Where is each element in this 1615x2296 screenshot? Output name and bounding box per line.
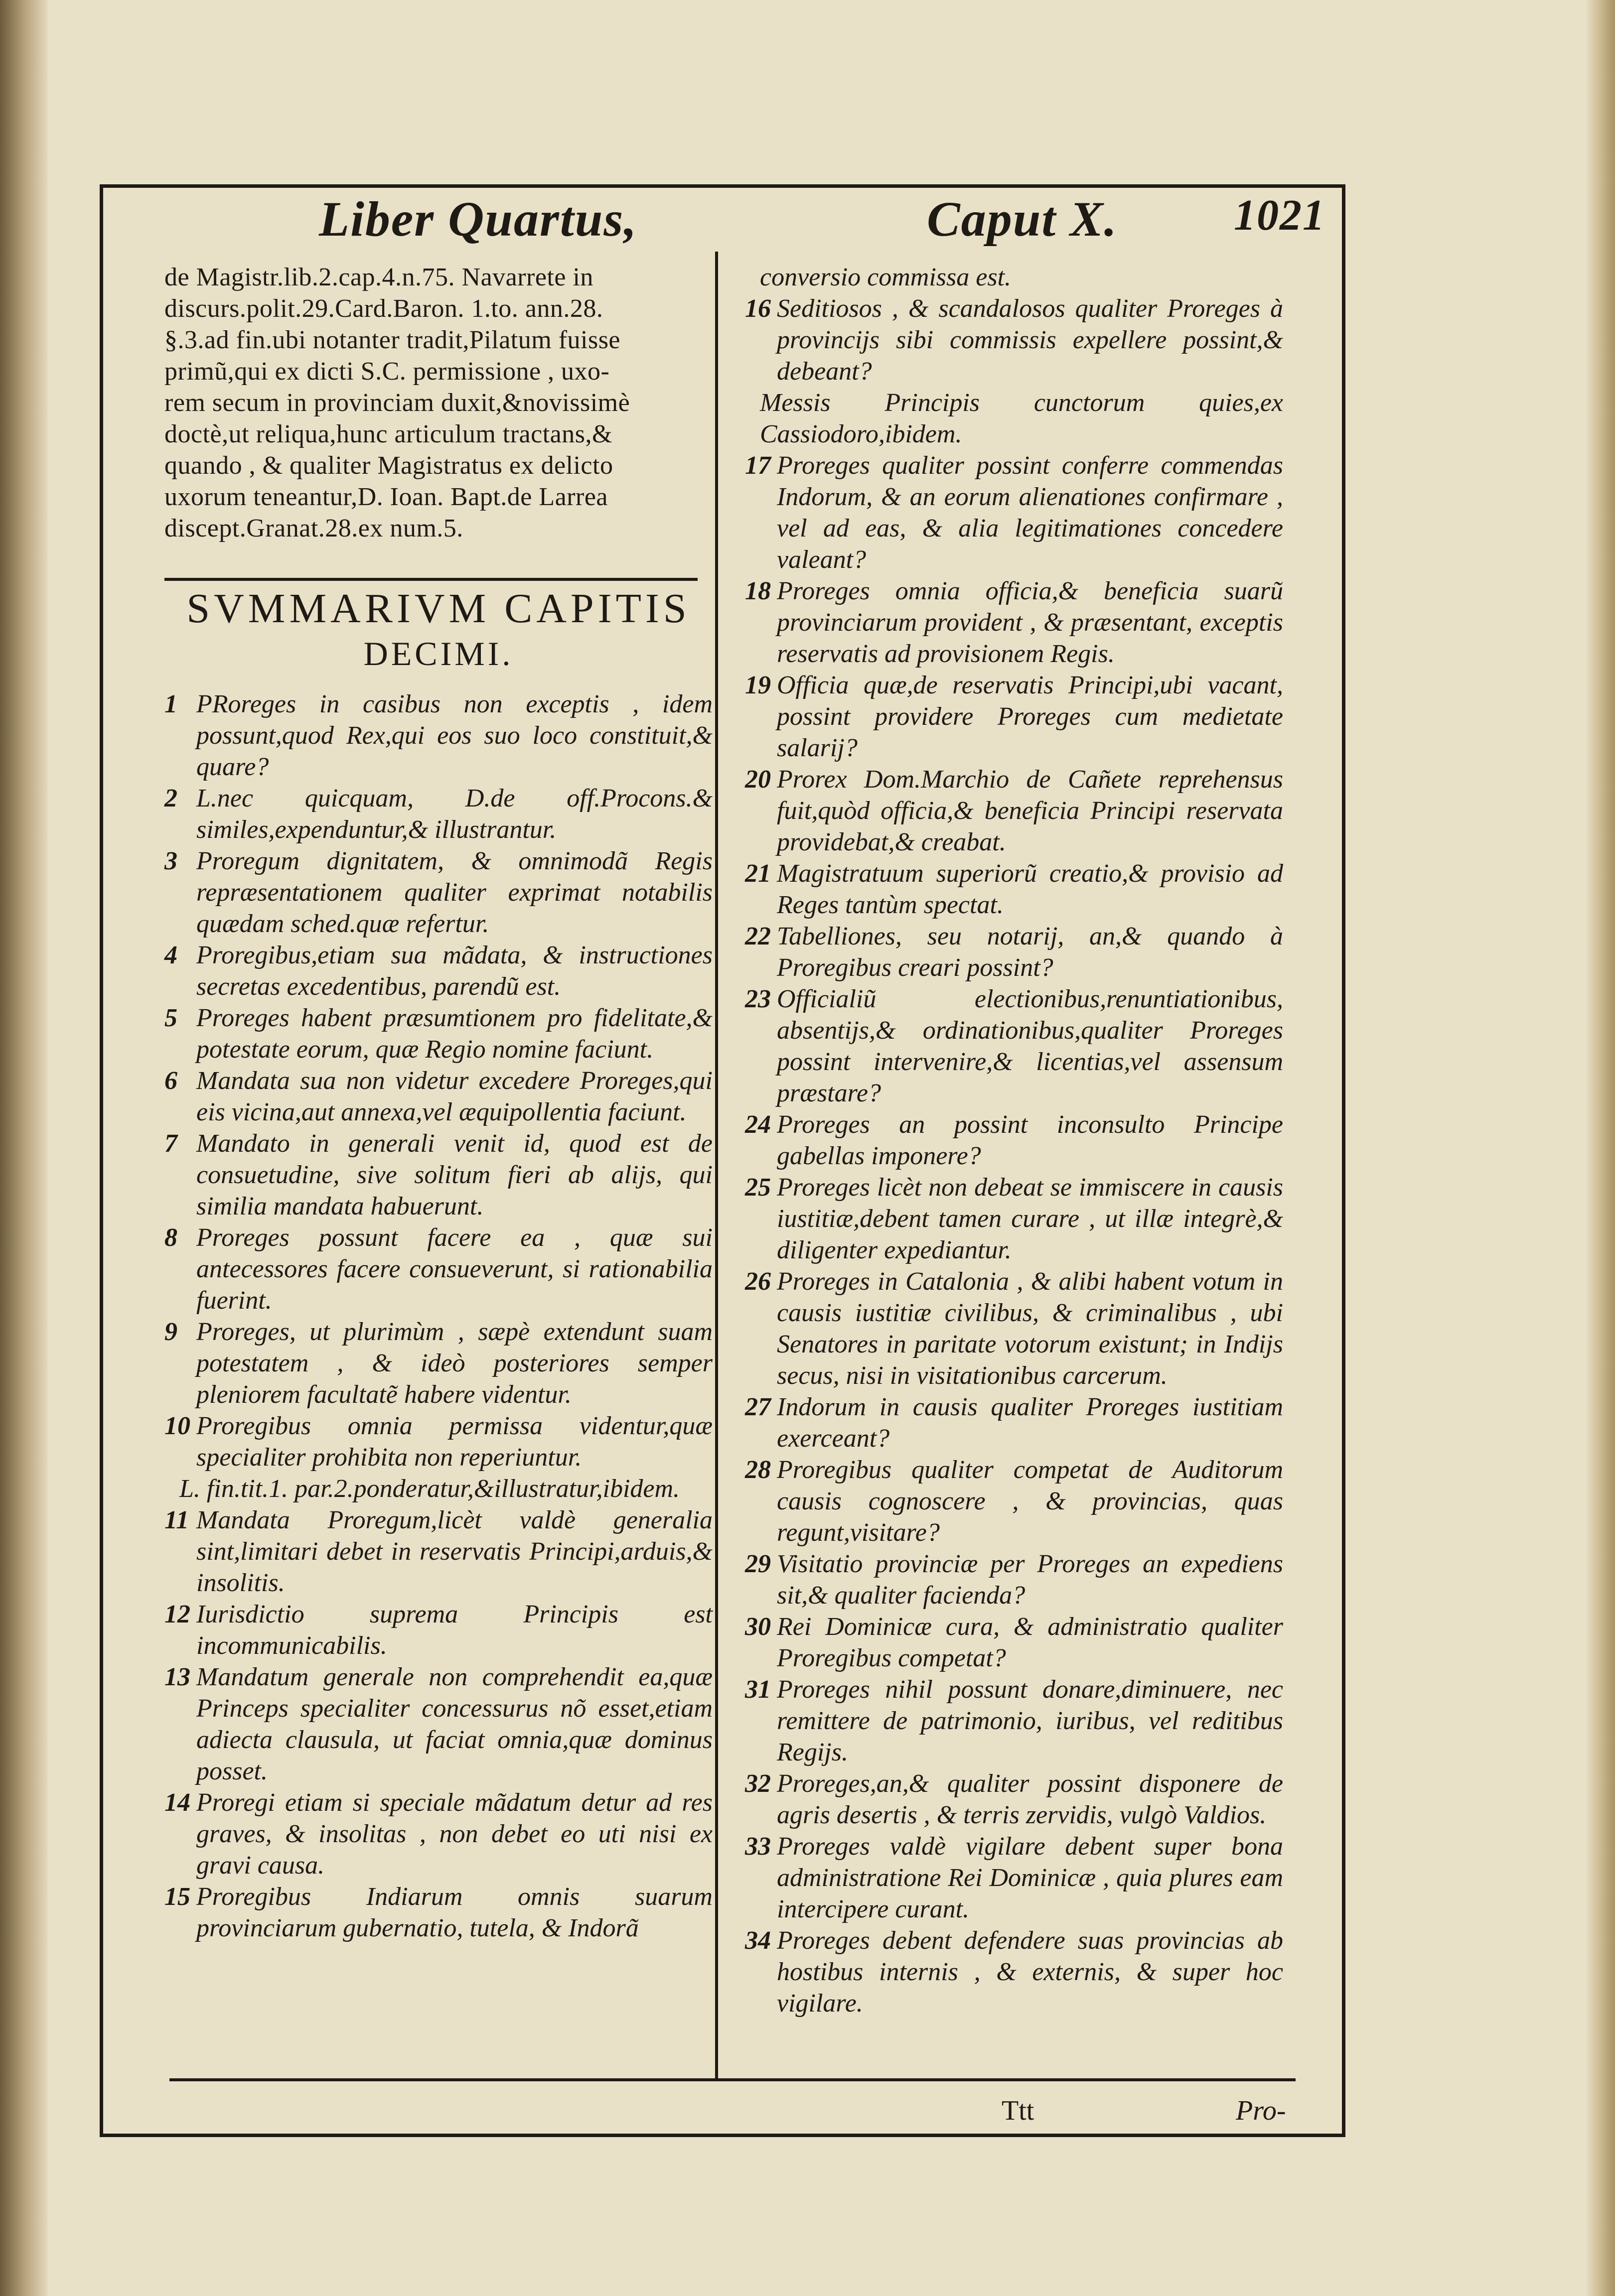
entry-text: Proregibus omnia permissa videntur,quæ specialiter prohibita non reperiuntur. [196, 1412, 713, 1472]
entry-number: 9 [164, 1318, 177, 1346]
entry-number: 17 [745, 451, 771, 480]
summary-entry [164, 1504, 713, 1599]
entry-text: L.nec quicquam, D.de off.Procons.& similes,expenduntur,& illustrantur. [196, 784, 713, 844]
summary-entry [745, 575, 1283, 670]
header-chapter: Caput X. [927, 191, 1118, 247]
entry-text: conversio commissa est. [760, 263, 1012, 291]
entry-number: 19 [745, 671, 771, 699]
prose-line: discurs.polit.29.Card.Baron. 1.to. ann.28. [164, 294, 603, 323]
prose-line: doctè,ut reliqua,hunc articulum tractans,& [164, 420, 612, 448]
entry-text: Indorum in causis qualiter Proreges iustitiam exerceant? [777, 1393, 1283, 1453]
entry-text: Rei Dominicæ cura, & administratio qualiter Proregibus competat? [777, 1613, 1283, 1672]
entry-number: 22 [745, 922, 771, 950]
summary-entry [745, 1454, 1283, 1548]
entry-number: 1 [164, 690, 177, 718]
bottom-rule [169, 2078, 1296, 2081]
entry-text: PRoreges in casibus non exceptis , idem possunt,quod Rex,qui eos suo loco constituit,& quare? [196, 690, 713, 781]
entry-number: 18 [745, 577, 771, 605]
entry-text: Proregum dignitatem, & omnimodã Regis repræsentationem qualiter exprimat notabilis quædam sched.quæ refertur. [196, 847, 713, 938]
entry-number: 32 [745, 1769, 771, 1798]
entry-text: Proregibus qualiter competat de Auditorum causis cognoscere , & provincias, quas regunt,visitare? [777, 1456, 1283, 1547]
entry-number: 29 [745, 1550, 771, 1578]
book-spine-shadow [0, 0, 47, 2296]
entry-number: 25 [745, 1173, 771, 1202]
summary-entry [164, 1065, 713, 1128]
entry-number: 12 [164, 1600, 190, 1628]
summary-entry [164, 845, 713, 940]
summary-entry [164, 1410, 713, 1473]
entry-number: 28 [745, 1456, 771, 1484]
entry-number: 34 [745, 1926, 771, 1955]
entry-text: Mandata sua non videtur excedere Proreges,qui eis vicina,aut annexa,vel æquipollentia faciunt. [196, 1067, 713, 1126]
entry-text: Proreges possunt facere ea , quæ sui antecessores facere consueverunt, si rationabilia fuerint. [196, 1223, 713, 1315]
summary-entry [745, 1109, 1283, 1172]
catchword: Pro- [1236, 2095, 1286, 2126]
entry-text: Proregibus Indiarum omnis suarum provinciarum gubernatio, tutela, & Indorã [196, 1883, 713, 1942]
entry-text: Proreges nihil possunt donare,diminuere, nec remittere de patrimonio, iuribus, vel reditibus Regijs. [777, 1675, 1283, 1766]
entry-text: Seditiosos , & scandalosos qualiter Proreges à provincijs sibi commissis expellere possint,& debeant? [777, 294, 1283, 386]
summary-entry [164, 1473, 713, 1504]
entry-text: Officialiũ electionibus,renuntiationibus, absentijs,& ordinationibus,qualiter Proreges possint intervenire,& licentias,vel assensum præstare? [777, 985, 1283, 1107]
signature-mark: Ttt [1002, 2095, 1034, 2126]
summary-entry [164, 783, 713, 845]
summary-entry [164, 1599, 713, 1661]
summary-entry [164, 1316, 713, 1410]
entry-text: Mandato in generali venit id, quod est de consuetudine, sive solitum fieri ab alijs, qui similia mandata habuerunt. [196, 1129, 713, 1220]
summary-entry [745, 450, 1283, 575]
entry-number: 4 [164, 941, 177, 969]
prose-line: de Magistr.lib.2.cap.4.n.75. Navarrete in [164, 263, 593, 291]
header-book-title: Liber Quartus, [319, 191, 638, 247]
entry-number: 16 [745, 294, 771, 323]
summary-entry [745, 1674, 1283, 1768]
entry-text: Mandatum generale non comprehendit ea,quæ Princeps specialiter concessurus nõ esset,etiam adiecta clausula, ut faciat omnia,quæ dominus posset. [196, 1663, 713, 1785]
summary-entry [745, 921, 1283, 983]
running-header [100, 185, 1345, 260]
entry-text: Proreges qualiter possint conferre commendas Indorum, & an eorum alienationes confirmare , vel ad eas, & alia legitimationes concedere valeant? [777, 451, 1283, 574]
entry-text: L. fin.tit.1. par.2.ponderatur,&illustratur,ibidem. [179, 1475, 680, 1503]
summary-entry [164, 1661, 713, 1787]
entry-number: 33 [745, 1832, 771, 1861]
summary-entry [745, 1611, 1283, 1674]
page-number: 1021 [1234, 191, 1325, 240]
entry-number: 14 [164, 1788, 190, 1817]
summary-entry [745, 1266, 1283, 1391]
summary-entry [745, 387, 1283, 450]
summary-entry [745, 1391, 1283, 1454]
prose-line: uxorum teneantur,D. Ioan. Bapt.de Larrea [164, 483, 608, 511]
summary-list-right [745, 262, 1283, 2019]
continued-prose [164, 262, 713, 544]
summary-entry [745, 858, 1283, 921]
summary-entry [745, 670, 1283, 764]
entry-text: Proregi etiam si speciale mãdatum detur ad res graves, & insolitas , non debet eo uti nisi ex gravi causa. [196, 1788, 713, 1880]
entry-number: 23 [745, 985, 771, 1013]
summary-entry [164, 688, 713, 783]
entry-number: 11 [164, 1506, 189, 1534]
entry-text: Mandata Proregum,licèt valdè generalia sint,limitari debet in reservatis Principi,arduis,& insolitis. [196, 1506, 713, 1597]
summary-entry [745, 1925, 1283, 2019]
summary-entry [745, 764, 1283, 858]
entry-number: 6 [164, 1067, 177, 1095]
entry-text: Proreges habent præsumtionem pro fidelitate,& potestate eorum, quæ Regio nomine faciunt. [196, 1004, 713, 1064]
summary-entry [164, 1787, 713, 1881]
entry-number: 26 [745, 1267, 771, 1296]
prose-line: quando , & qualiter Magistratus ex delicto [164, 451, 613, 480]
entry-text: Proreges valdè vigilare debent super bona administratione Rei Dominicæ , quia plures eam intercipere curant. [777, 1832, 1283, 1923]
entry-text: Proreges an possint inconsulto Principe gabellas imponere? [777, 1110, 1283, 1170]
right-column [745, 262, 1283, 2019]
summary-entry [164, 1222, 713, 1316]
entry-text: Proreges omnia officia,& beneficia suarũ provinciarum provident , & præsentant, exceptis reservatis ad provisionem Regis. [777, 577, 1283, 668]
entry-number: 3 [164, 847, 177, 875]
entry-text: Prorex Dom.Marchio de Cañete reprehensus fuit,quòd officia,& beneficia Principi reservata providebat,& creabat. [777, 765, 1283, 856]
prose-line: §.3.ad fin.ubi notanter tradit,Pilatum fuisse [164, 326, 621, 354]
summary-entry [164, 1881, 713, 1944]
entry-text: Proreges licèt non debeat se immiscere in causis iustitiæ,debent tamen curare , ut illæ integrè,& diligenter expediantur. [777, 1173, 1283, 1264]
summary-title: SVMMARIVM CAPITIS [186, 585, 691, 632]
summary-list-left [164, 688, 713, 1944]
entry-number: 5 [164, 1004, 177, 1032]
entry-text: Proreges debent defendere suas provincias ab hostibus internis , & externis, & super hoc vigilare. [777, 1926, 1283, 2018]
prose-line: rem secum in provinciam duxit,&novissimè [164, 389, 630, 417]
prose-line: discept.Granat.28.ex num.5. [164, 514, 463, 542]
entry-number: 21 [745, 859, 771, 888]
entry-text: Tabelliones, seu notarij, an,& quando à Proregibus creari possint? [777, 922, 1283, 982]
entry-text: Visitatio provinciæ per Proreges an expediens sit,& qualiter facienda? [777, 1550, 1283, 1610]
column-separator [715, 252, 718, 2080]
entry-text: Messis Principis cunctorum quies,ex Cassiodoro,ibidem. [760, 389, 1283, 448]
entry-text: Proregibus,etiam sua mãdata, & instructiones secretas excedentibus, parendũ est. [196, 941, 713, 1001]
summary-entry [164, 940, 713, 1002]
entry-text: Officia quæ,de reservatis Principi,ubi vacant, possint providere Proreges cum medietate salarij? [777, 671, 1283, 762]
page-edge [1585, 0, 1615, 2296]
summary-entry [745, 1548, 1283, 1611]
entry-number: 7 [164, 1129, 177, 1158]
entry-number: 31 [745, 1675, 771, 1704]
summary-entry [745, 1768, 1283, 1831]
entry-number: 27 [745, 1393, 771, 1421]
entry-number: 2 [164, 784, 177, 812]
entry-text: Proreges, ut plurimùm , sæpè extendunt suam potestatem , & ideò posteriores semper pleniorem facultatẽ habere videntur. [196, 1318, 713, 1409]
summary-entry [745, 293, 1283, 387]
entry-text: Proreges,an,& qualiter possint disponere de agris desertis , & terris zervidis, vulgò Valdios. [777, 1769, 1283, 1829]
summary-entry [745, 983, 1283, 1109]
prose-line: primũ,qui ex dicti S.C. permissione , uxo- [164, 357, 610, 386]
summary-entry [745, 1831, 1283, 1925]
summary-entry [164, 1128, 713, 1222]
entry-text: Proreges in Catalonia , & alibi habent votum in causis iustitiæ civilibus, & criminalibus , ubi Senatores in paritate votorum existunt; in Indijs secus, nisi in visitationibus carcerum. [777, 1267, 1283, 1390]
summary-entry [745, 1172, 1283, 1266]
entry-number: 24 [745, 1110, 771, 1139]
entry-number: 15 [164, 1883, 190, 1911]
summary-subtitle: DECIMI. [363, 635, 514, 673]
summary-entry [745, 262, 1283, 293]
entry-number: 20 [745, 765, 771, 794]
entry-text: Iurisdictio suprema Principis est incommunicabilis. [196, 1600, 713, 1660]
entry-number: 13 [164, 1663, 190, 1691]
entry-number: 10 [164, 1412, 190, 1440]
entry-text: Magistratuum superiorũ creatio,& provisio ad Reges tantùm spectat. [777, 859, 1283, 919]
entry-number: 30 [745, 1613, 771, 1641]
summary-entry [164, 1002, 713, 1065]
entry-number: 8 [164, 1223, 177, 1252]
left-column [164, 262, 713, 1944]
